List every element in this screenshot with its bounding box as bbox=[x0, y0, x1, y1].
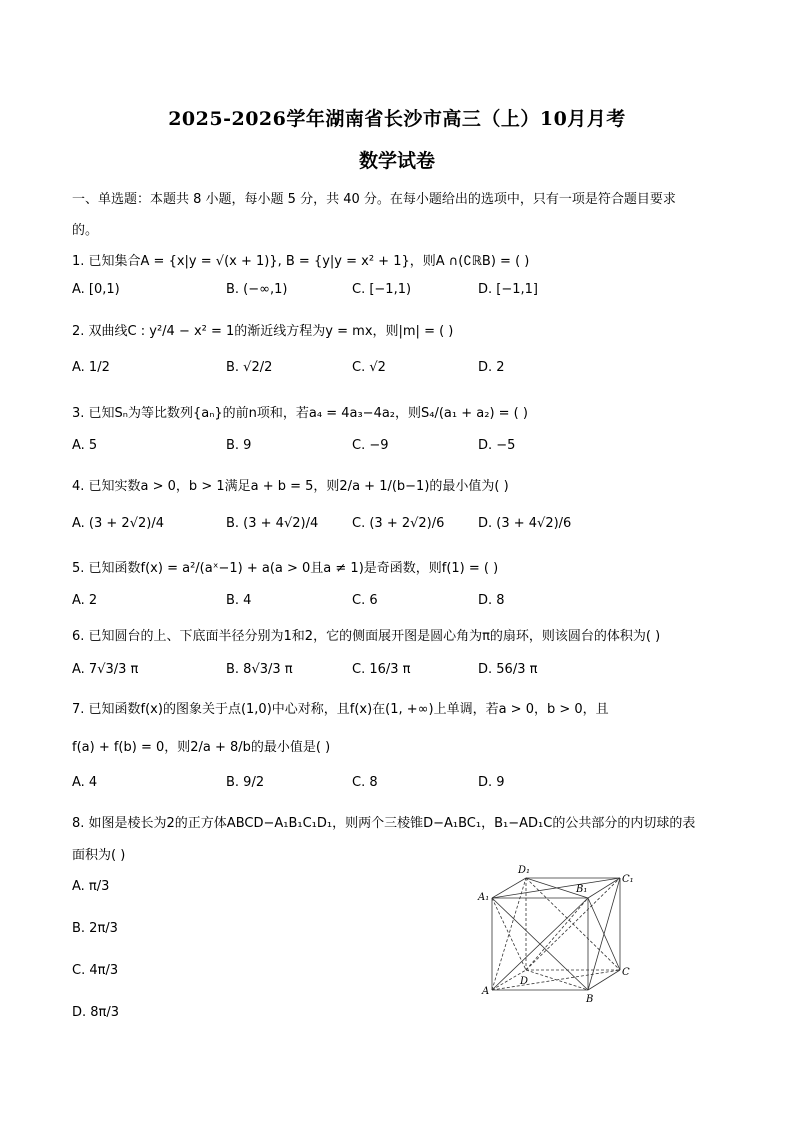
question-5-option-b[interactable]: B. 4 bbox=[226, 593, 252, 608]
question-8-stem-continued: 面积为( ) bbox=[72, 848, 126, 863]
diag-b1c bbox=[588, 898, 620, 970]
question-6-option-c[interactable]: C. 16/3 π bbox=[352, 662, 411, 677]
question-2-stem: 2. 双曲线C : y²/4 − x² = 1的渐近线方程为y = mx，则|m| = ( ) bbox=[72, 324, 454, 339]
vertex-label-d: D bbox=[520, 976, 529, 987]
question-7-option-c[interactable]: C. 8 bbox=[352, 775, 378, 790]
question-1-stem: 1. 已知集合A = {x|y = √(x + 1)}, B = {y|y = x² + 1}，则A ∩(∁ℝB) = ( ) bbox=[72, 254, 530, 269]
question-8-option-d[interactable]: D. 8π/3 bbox=[72, 1005, 120, 1020]
question-4-option-c[interactable]: C. (3 + 2√2)/6 bbox=[352, 516, 445, 531]
question-3-stem: 3. 已知Sₙ为等比数列{aₙ}的前n项和，若a₄ = 4a₃−4a₂，则S₄/(a₁ + a₂) = ( ) bbox=[72, 406, 528, 421]
vertex-label-d1: D₁ bbox=[518, 865, 531, 876]
question-8-stem: 8. 如图是棱长为2的正方体ABCD−A₁B₁C₁D₁，则两个三棱锥D−A₁BC₁，B₁−AD₁C的公共部分的内切球的表 bbox=[72, 816, 696, 831]
question-1-option-c[interactable]: C. [−1,1) bbox=[352, 282, 412, 297]
question-1-option-a[interactable]: A. [0,1) bbox=[72, 282, 120, 297]
question-5-stem: 5. 已知函数f(x) = a²/(aˣ−1) + a(a > 0且a ≠ 1)是奇函数，则f(1) = ( ) bbox=[72, 561, 499, 576]
question-6-stem: 6. 已知圆台的上、下底面半径分别为1和2，它的侧面展开图是圆心角为π的扇环，则该圆台的体积为( ) bbox=[72, 629, 661, 644]
question-3-option-c[interactable]: C. −9 bbox=[352, 438, 389, 453]
cube-diagram bbox=[470, 858, 640, 1008]
question-7-stem: 7. 已知函数f(x)的图象关于点(1,0)中心对称，且f(x)在(1, +∞)上单调，若a > 0，b > 0，且 bbox=[72, 702, 609, 717]
question-7-option-a[interactable]: A. 4 bbox=[72, 775, 98, 790]
question-3-option-d[interactable]: D. −5 bbox=[478, 438, 516, 453]
question-4-option-b[interactable]: B. (3 + 4√2)/4 bbox=[226, 516, 319, 531]
vertex-label-a1: A₁ bbox=[478, 892, 490, 903]
cube-figure bbox=[470, 858, 640, 1008]
question-7-stem-continued: f(a) + f(b) = 0，则2/a + 8/b的最小值是( ) bbox=[72, 740, 331, 755]
question-4-option-d[interactable]: D. (3 + 4√2)/6 bbox=[478, 516, 572, 531]
vertex-label-b: B bbox=[586, 994, 594, 1005]
section-instructions-line2: 的。 bbox=[72, 223, 99, 238]
vertex-label-c1: C₁ bbox=[622, 874, 634, 885]
question-3-option-a[interactable]: A. 5 bbox=[72, 438, 98, 453]
question-8-option-b[interactable]: B. 2π/3 bbox=[72, 921, 118, 936]
question-3-option-b[interactable]: B. 9 bbox=[226, 438, 252, 453]
question-6-option-b[interactable]: B. 8√3/3 π bbox=[226, 662, 293, 677]
vertex-label-a: A bbox=[482, 986, 490, 997]
question-6-option-a[interactable]: A. 7√3/3 π bbox=[72, 662, 139, 677]
diag-db1 bbox=[526, 898, 588, 970]
question-2-option-b[interactable]: B. √2/2 bbox=[226, 360, 273, 375]
diag-a1d bbox=[492, 898, 526, 970]
vertex-label-c: C bbox=[622, 967, 630, 978]
question-2-option-d[interactable]: D. 2 bbox=[478, 360, 505, 375]
question-1-option-d[interactable]: D. [−1,1] bbox=[478, 282, 538, 297]
question-5-option-d[interactable]: D. 8 bbox=[478, 593, 505, 608]
question-8-option-a[interactable]: A. π/3 bbox=[72, 879, 110, 894]
question-2-option-c[interactable]: C. √2 bbox=[352, 360, 386, 375]
question-6-option-d[interactable]: D. 56/3 π bbox=[478, 662, 538, 677]
question-7-option-d[interactable]: D. 9 bbox=[478, 775, 505, 790]
question-8-option-c[interactable]: C. 4π/3 bbox=[72, 963, 119, 978]
exam-subtitle: 数学试卷 bbox=[358, 150, 435, 172]
diag-db bbox=[526, 970, 588, 990]
vertex-label-b1: B₁ bbox=[576, 884, 588, 895]
question-5-option-a[interactable]: A. 2 bbox=[72, 593, 98, 608]
question-4-stem: 4. 已知实数a > 0，b > 1满足a + b = 5，则2/a + 1/(b−1)的最小值为( ) bbox=[72, 479, 509, 494]
exam-title: 2025-2026学年湖南省长沙市高三（上）10月月考 bbox=[168, 108, 626, 130]
question-4-option-a[interactable]: A. (3 + 2√2)/4 bbox=[72, 516, 164, 531]
question-2-option-a[interactable]: A. 1/2 bbox=[72, 360, 110, 375]
section-instructions-line1: 一、单选题：本题共 8 小题，每小题 5 分，共 40 分。在每小题给出的选项中，只有一项是符合题目要求 bbox=[72, 192, 676, 207]
question-1-option-b[interactable]: B. (−∞,1) bbox=[226, 282, 288, 297]
question-7-option-b[interactable]: B. 9/2 bbox=[226, 775, 265, 790]
question-5-option-c[interactable]: C. 6 bbox=[352, 593, 378, 608]
